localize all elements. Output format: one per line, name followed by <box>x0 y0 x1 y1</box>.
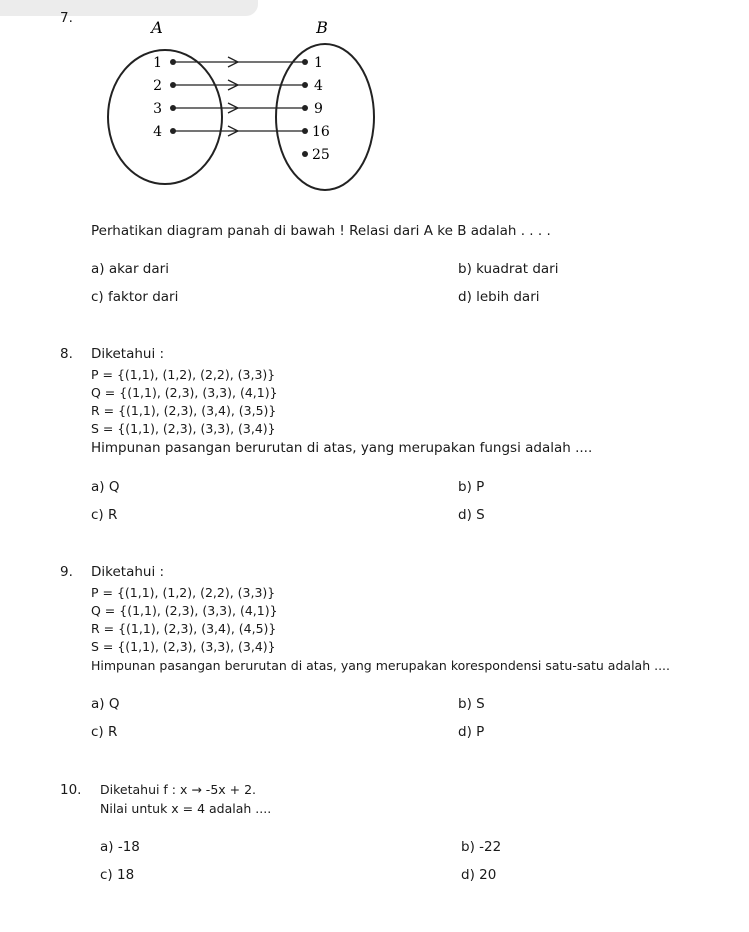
q7-option-c[interactable]: c) faktor dari <box>91 289 179 305</box>
domain-3: 3 <box>153 101 162 117</box>
q7-option-a[interactable]: a) akar dari <box>91 261 169 277</box>
q8-option-d[interactable]: d) S <box>458 507 485 523</box>
q8-option-a[interactable]: a) Q <box>91 479 120 495</box>
q8-set-s: S = {(1,1), (2,3), (3,3), (3,4)} <box>91 421 276 436</box>
q8-question: Himpunan pasangan berurutan di atas, yang merupakan fungsi adalah .... <box>91 440 593 456</box>
q10-option-a[interactable]: a) -18 <box>100 839 140 855</box>
domain-1: 1 <box>153 55 162 71</box>
codomain-4: 4 <box>314 78 323 94</box>
set-b-label: B <box>316 18 328 37</box>
q8-set-q: Q = {(1,1), (2,3), (3,3), (4,1)} <box>91 385 278 400</box>
q9-option-b[interactable]: b) S <box>458 696 485 712</box>
q10-line2: Nilai untuk x = 4 adalah .... <box>100 801 272 816</box>
q9-set-q: Q = {(1,1), (2,3), (3,3), (4,1)} <box>91 603 278 618</box>
q9-set-r: R = {(1,1), (2,3), (3,4), (4,5)} <box>91 621 277 636</box>
q8-number: 8. <box>60 346 73 362</box>
q8-intro: Diketahui : <box>91 346 165 362</box>
q8-set-r: R = {(1,1), (2,3), (3,4), (3,5)} <box>91 403 277 418</box>
q8-option-c[interactable]: c) R <box>91 507 118 523</box>
q10-number: 10. <box>60 782 82 798</box>
q9-option-c[interactable]: c) R <box>91 724 118 740</box>
q10-option-d[interactable]: d) 20 <box>461 867 497 883</box>
set-a-oval <box>108 50 222 184</box>
codomain-25: 25 <box>312 147 330 163</box>
q10-option-b[interactable]: b) -22 <box>461 839 502 855</box>
q9-option-a[interactable]: a) Q <box>91 696 120 712</box>
q9-question: Himpunan pasangan berurutan di atas, yang merupakan korespondensi satu-satu adalah .... <box>91 658 670 673</box>
codomain-16: 16 <box>312 124 330 140</box>
q8-set-p: P = {(1,1), (1,2), (2,2), (3,3)} <box>91 367 276 382</box>
domain-4: 4 <box>153 124 162 140</box>
q7-option-d[interactable]: d) lebih dari <box>458 289 540 305</box>
q10-line1: Diketahui f : x → -5x + 2. <box>100 782 257 797</box>
q9-set-p: P = {(1,1), (1,2), (2,2), (3,3)} <box>91 585 276 600</box>
q10-option-c[interactable]: c) 18 <box>100 867 135 883</box>
q9-number: 9. <box>60 564 73 580</box>
q9-set-s: S = {(1,1), (2,3), (3,3), (3,4)} <box>91 639 276 654</box>
domain-2: 2 <box>153 78 162 94</box>
set-b-oval <box>276 44 374 190</box>
q9-intro: Diketahui : <box>91 564 165 580</box>
q9-option-d[interactable]: d) P <box>458 724 485 740</box>
q7-number: 7. <box>60 10 73 26</box>
codomain-9: 9 <box>314 101 323 117</box>
arrow-diagram <box>100 12 390 192</box>
codomain-1: 1 <box>314 55 323 71</box>
q8-option-b[interactable]: b) P <box>458 479 485 495</box>
codomain-dot <box>302 151 308 157</box>
set-a-label: A <box>151 18 163 37</box>
q7-option-b[interactable]: b) kuadrat dari <box>458 261 559 277</box>
q7-question: Perhatikan diagram panah di bawah ! Relasi dari A ke B adalah . . . . <box>91 223 551 239</box>
